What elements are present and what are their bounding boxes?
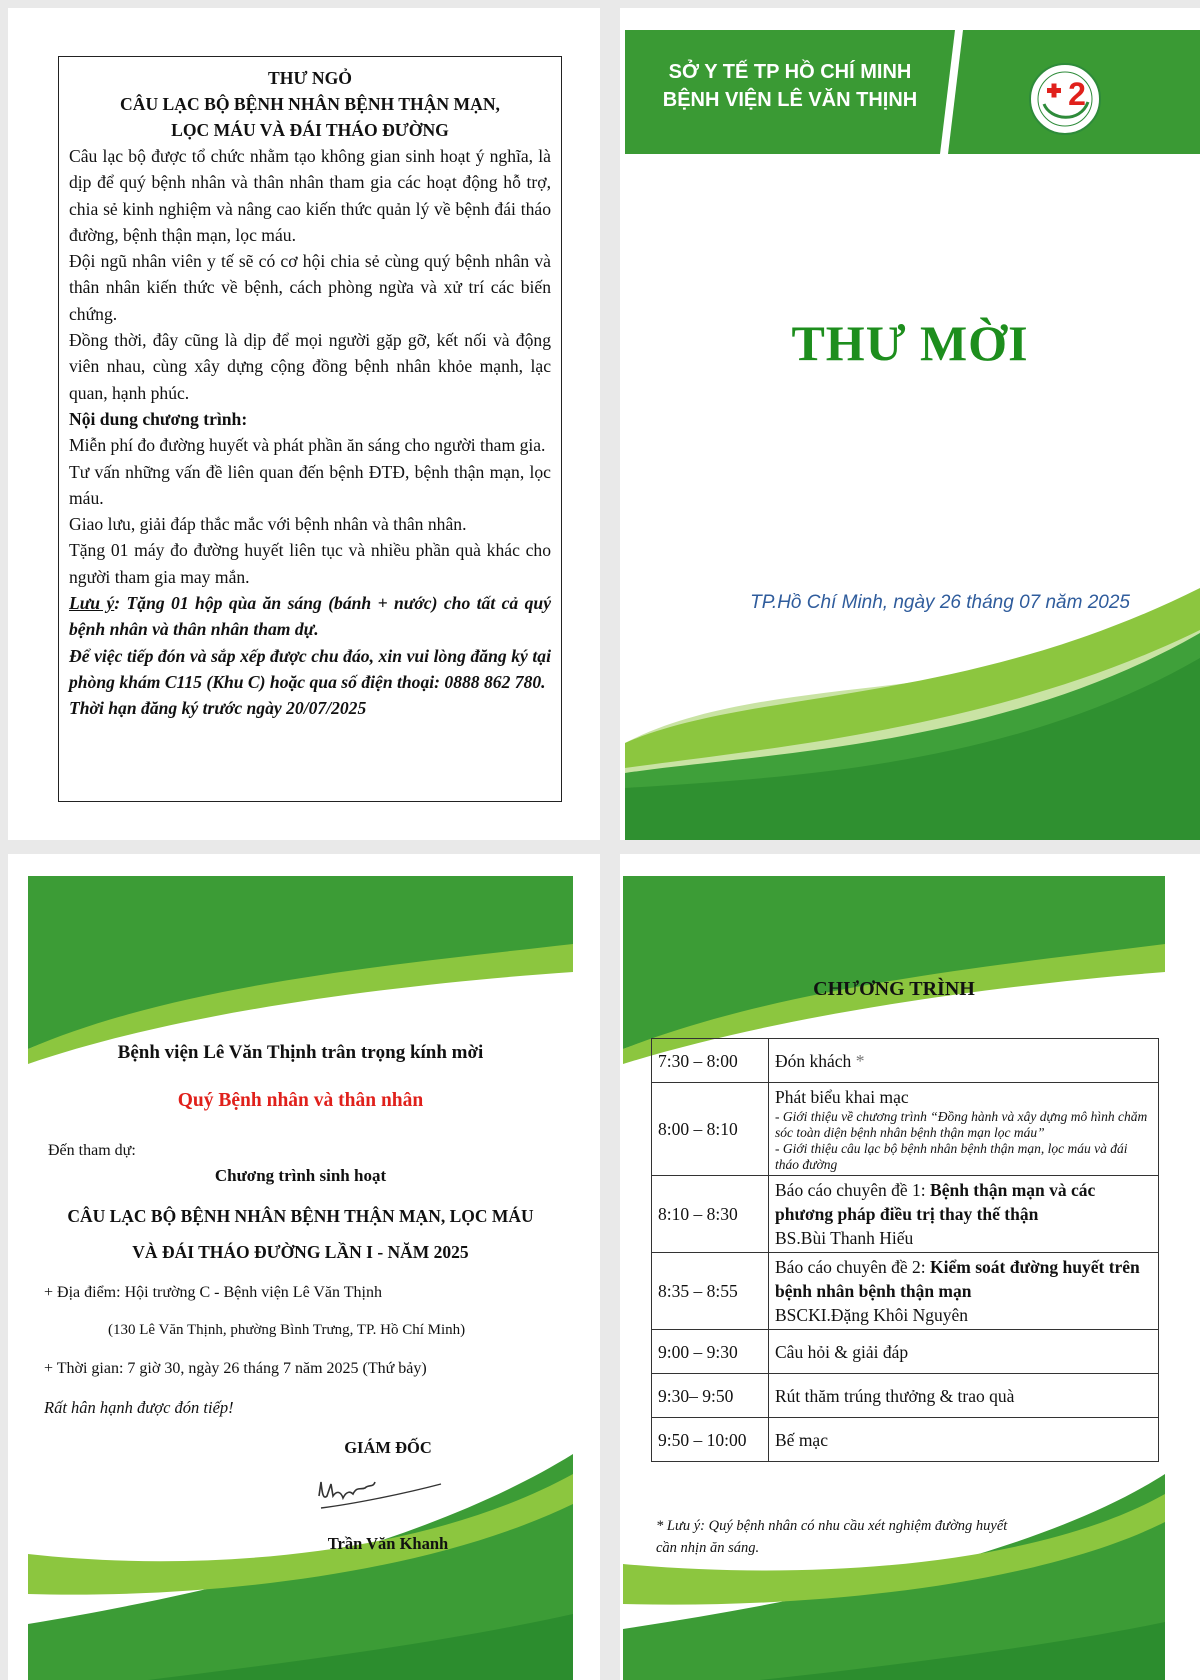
letter-title-line3: LỌC MÁU VÀ ĐÁI THÁO ĐƯỜNG: [171, 120, 449, 140]
row-time: 8:35 – 8:55: [652, 1253, 769, 1330]
letter-title-line2: CÂU LẠC BỘ BỆNH NHÂN BỆNH THẬN MẠN,: [120, 94, 500, 114]
activity-topic: Kiểm soát đường huyết trên bệnh nhân bệnh thận mạn: [775, 1257, 1140, 1301]
row-activity: Rút thăm trúng thưởng & trao quà: [769, 1374, 1159, 1418]
row-time: 8:10 – 8:30: [652, 1176, 769, 1253]
guest-line: Quý Bệnh nhân và thân nhân: [177, 1090, 424, 1111]
footnote: * Lưu ý: Quý bệnh nhân có nhu cầu xét nghiệm đường huyết: [656, 1518, 1008, 1534]
row-activity: Câu hỏi & giải đáp: [769, 1330, 1159, 1374]
content-item: Miễn phí đo đường huyết và phát phần ăn sáng cho người tham gia.: [69, 435, 546, 456]
row-time: 9:50 – 10:00: [652, 1418, 769, 1462]
program-table: [651, 1038, 1159, 1462]
program-label: Chương trình sinh hoạt: [214, 1166, 387, 1185]
letter-box: [58, 56, 562, 802]
director-title: GIÁM ĐỐC: [344, 1438, 432, 1457]
activity-text: Phát biểu khai mạc: [775, 1087, 909, 1107]
hospital-logo: [1028, 62, 1102, 136]
content-heading: Nội dung chương trình:: [69, 408, 248, 429]
date-line: TP.Hồ Chí Minh, ngày 26 tháng 07 năm 2025: [750, 592, 1130, 613]
row-activity: [769, 1039, 1159, 1083]
activity-sub: - Giới thiệu câu lạc bộ bệnh nhân bệnh thận mạn, lọc máu và đái tháo đường: [775, 1141, 1128, 1172]
invitation-decoration: [8, 854, 600, 1680]
table-row: [652, 1330, 1159, 1374]
row-time: 7:30 – 8:00: [652, 1039, 769, 1083]
table-row: [652, 1176, 1159, 1253]
table-row: [652, 1083, 1159, 1176]
row-activity: [769, 1253, 1159, 1330]
invitation-panel: [8, 854, 600, 1680]
event-title-line2: VÀ ĐÁI THÁO ĐƯỜNG LẦN I - NĂM 2025: [132, 1242, 469, 1262]
activity-speaker: BS.Bùi Thanh Hiếu: [775, 1228, 914, 1248]
program-panel: [620, 854, 1200, 1680]
table-row: [652, 1374, 1159, 1418]
note-label: Lưu ý: [69, 593, 115, 614]
org-name: SỞ Y TẾ TP HỒ CHÍ MINH: [668, 61, 912, 83]
event-time: + Thời gian: 7 giờ 30, ngày 26 tháng 7 năm 2025 (Thứ bảy): [44, 1360, 427, 1377]
letter-paragraph: Câu lạc bộ được tổ chức nhằm tạo không gian sinh hoạt ý nghĩa, là dịp để quý bệnh nhân và thân nhân tham gia các hoạt động hỗ trợ, chia sẻ kinh nghiệm và nâng cao kiến thức quản lý về bệnh đái tháo đường, bệnh thận mạn, lọc máu.: [69, 146, 551, 245]
table-row: [652, 1253, 1159, 1330]
invitation-title: THƯ MỜI: [791, 315, 1029, 371]
row-activity: [769, 1083, 1159, 1176]
activity-star: *: [855, 1050, 865, 1071]
activity-topic: Bệnh thận mạn và các phương pháp điều trị thay thế thận: [775, 1180, 1096, 1224]
letter-paragraph: Đội ngũ nhân viên y tế sẽ có cơ hội chia sẻ cùng quý bệnh nhân và thân nhân kiến thức về bệnh, cách phòng ngừa và xử trí các biến chứng.: [69, 251, 551, 324]
register-info: Để việc tiếp đón và sắp xếp được chu đáo, xin vui lòng đăng ký tại phòng khám C115 (Khu C) hoặc qua số điện thoại: 0888 862 780.: [69, 645, 551, 692]
row-time: 8:00 – 8:10: [652, 1083, 769, 1176]
letter-title: THƯ NGỎ: [268, 68, 352, 88]
signature: [313, 1472, 453, 1516]
director-name: Trần Văn Khanh: [327, 1534, 449, 1553]
row-activity: [769, 1176, 1159, 1253]
content-item: Tư vấn những vấn đề liên quan đến bệnh ĐTĐ, bệnh thận mạn, lọc máu.: [69, 461, 551, 508]
content-item: Tặng 01 máy đo đường huyết liên tục và nhiều phần quà khác cho người tham gia may mắn.: [69, 540, 551, 587]
attend-label: Đến tham dự:: [48, 1142, 136, 1159]
register-deadline: Thời hạn đăng ký trước ngày 20/07/2025: [69, 698, 367, 719]
invite-heading: Bệnh viện Lê Văn Thịnh trân trọng kính mời: [117, 1042, 484, 1063]
hospital-name: BỆNH VIỆN LÊ VĂN THỊNH: [662, 89, 918, 111]
table-row: [652, 1039, 1159, 1083]
footnote-line2: cần nhịn ăn sáng.: [656, 1540, 760, 1556]
activity-prefix: Báo cáo chuyên đề 2:: [775, 1257, 931, 1277]
program-title: CHƯƠNG TRÌNH: [813, 978, 975, 1000]
cover-panel: [620, 8, 1200, 840]
letter-panel: [8, 8, 600, 840]
welcome-line: Rất hân hạnh được đón tiếp!: [44, 1398, 234, 1417]
event-title-line1: CÂU LẠC BỘ BỆNH NHÂN BỆNH THẬN MẠN, LỌC MÁU: [67, 1206, 534, 1226]
activity-prefix: Báo cáo chuyên đề 1:: [775, 1180, 931, 1200]
row-time: 9:00 – 9:30: [652, 1330, 769, 1374]
row-time: 9:30– 9:50: [652, 1374, 769, 1418]
letter-paragraph: Đồng thời, đây cũng là dịp để mọi người gặp gỡ, kết nối và động viên nhau, cùng xây dựng cộng đồng bệnh nhân khỏe mạnh, lạc quan, hạnh phúc.: [69, 330, 551, 403]
event-location: + Địa điểm: Hội trường C - Bệnh viện Lê Văn Thịnh: [44, 1284, 382, 1301]
cover-decoration: [620, 8, 1200, 840]
activity-speaker: BSCKI.Đặng Khôi Nguyên: [775, 1305, 968, 1325]
note-text: : Tặng 01 hộp qùa ăn sáng (bánh + nước) cho tất cả quý bệnh nhân và thân nhân tham dự.: [69, 593, 552, 640]
note: [69, 590, 551, 643]
content-item: Giao lưu, giải đáp thắc mắc với bệnh nhân và thân nhân.: [69, 514, 467, 535]
logo-number: 2: [1068, 76, 1086, 112]
row-activity: Bế mạc: [769, 1418, 1159, 1462]
event-address: (130 Lê Văn Thịnh, phường Bình Trưng, TP. Hồ Chí Minh): [108, 1322, 466, 1338]
table-row: [652, 1418, 1159, 1462]
activity-text: Đón khách: [775, 1050, 852, 1071]
activity-sub: - Giới thiệu về chương trình “Đồng hành và xây dựng mô hình chăm sóc toàn diện bệnh nhân bệnh thận mạn lọc máu”: [775, 1109, 1148, 1140]
